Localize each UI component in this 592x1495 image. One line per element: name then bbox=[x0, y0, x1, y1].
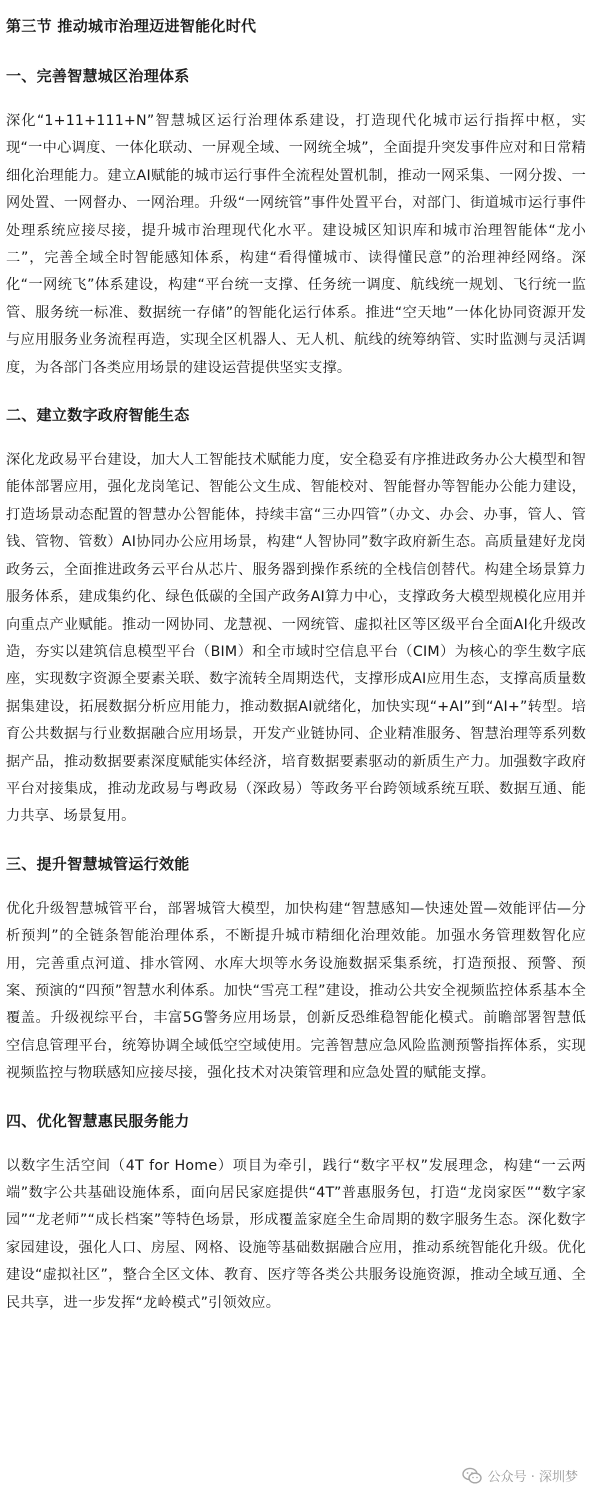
section-paragraph-3: 优化升级智慧城管平台，部署城管大模型，加快构建“智慧感知—快速处置—效能评估—分析预判”的全链条智能治理体系，不断提升城市精细化治理效能。加强水务管理数智化应用，完善重点河道、排水管网、水库大坝等水务设施数据采集系统，打造预报、预警、预案、预演的“四预”智慧水利体系。加快“雪亮工程”建设，推动公共安全视频监控体系基本全覆盖。升级视综平台，丰富5G警务应用场景，创新反恐维稳智能化模式。前瞻部署智慧低空信息管理平台，统筹协调全域低空空域使用。完善智慧应急风险监测预警指挥体系，实现视频监控与物联感知应接尽接，强化技术对决策管理和应急处置的赋能支撑。 bbox=[6, 900, 586, 1082]
section-heading-3: 三、提升智慧城管运行效能 bbox=[6, 854, 190, 873]
section-heading-1: 一、完善智慧城区治理体系 bbox=[6, 67, 190, 85]
section-paragraph-2: 深化龙政易平台建设，加大人工智能技术赋能力度，安全稳妥有序推进政务办公大模型和智能体部署应用，强化龙岗笔记、智能公文生成、智能校对、智能督办等智能办公能力建设，打造场景动态配置的智慧办公智能体，持续丰富“三办四管”（办文、办会、办事，管人、管钱、管物、管数）AI协同办公应用场景，构建“人智协同”数字政府新生态。高质量建好龙岗政务云，全面推进政务云平台从芯片、服务器到操作系统的全栈信创替代。构建全场景算力服务体系，建成集约化、绿色低碳的全国产政务AI算力中心，支撑政务大模型规模化应用并向重点产业赋能。推动一网协同、龙慧视、一网统管、虚拟社区等区级平台全面AI化升级改造，夯实以建筑信息模型平台（BIM）和全市域时空信息平台（CIM）为核心的孪生数字底座，实现数字资源全要素关联、数字流转全周期迭代，支撑形成AI应用生态，支撑高质量数据集建设，拓展数据分析应用能力，推动数据AI就绪化，加快实现“+AI”到“AI+”转型。培育公共数据与行业数据融合应用场景，开发产业链协同、企业精准服务、智慧治理等系列数据产品，推动数据要素深度赋能实体经济，培育数据要素驱动的新质生产力。加强数字政府平台对接集成，推动龙政易与粤政易（深政易）等政务平台跨领域系统互联、数据互通、能力共享、场景复用。 bbox=[6, 452, 586, 825]
article bbox=[6, 0, 586, 1317]
watermark bbox=[462, 1466, 578, 1485]
chapter-title: 第三节 推动城市治理迈进智能化时代 bbox=[6, 17, 257, 35]
watermark-text: 公众号 · 深圳梦 bbox=[487, 1470, 578, 1485]
wechat-official-account-icon bbox=[462, 1467, 482, 1485]
section-heading-2: 二、建立数字政府智能生态 bbox=[6, 406, 190, 425]
section-paragraph-4: 以数字生活空间（4T for Home）项目为牵引，践行“数字平权”发展理念，构建“一云两端”数字公共基础设施体系，面向居民家庭提供“4T”普惠服务包，打造“龙岗家医”“数字家园”“龙老师”“成长档案”等特色场景，形成覆盖家庭全生命周期的数字服务生态。深化数字家园建设，强化人口、房屋、网格、设施等基础数据融合应用，推动系统智能化升级。优化建设“虚拟社区”，整合全区文体、教育、医疗等各类公共服务设施资源，推动全域互通、全民共享，进一步发挥“龙岭模式”引领效应。 bbox=[6, 1157, 586, 1311]
section-heading-4: 四、优化智慧惠民服务能力 bbox=[6, 1111, 190, 1130]
section-paragraph-1: 深化“1+11+111+N”智慧城区运行治理体系建设，打造现代化城市运行指挥中枢，实现“一中心调度、一体化联动、一屏观全域、一网统全城”，全面提升突发事件应对和日常精细化治理能力。建立AI赋能的城市运行事件全流程处置机制，推动一网采集、一网分拨、一网处置、一网督办、一网治理。升级“一网统管”事件处置平台，对部门、街道城市运行事件处理系统应接尽接，提升城市治理现代化水平。建设城区知识库和城市治理智能体“龙小二”，完善全域全时智能感知体系，构建“看得懂城市、读得懂民意”的治理神经网络。深化“一网统飞”体系建设，构建“平台统一支撑、任务统一调度、航线统一规划、飞行统一监管、服务统一标准、数据统一存储”的智能化运行体系。推进“空天地”一体化协同资源开发与应用服务业务流程再造，实现全区机器人、无人机、航线的统筹纳管、实时监测与灵活调度，为各部门各类应用场景的建设运营提供坚实支撑。 bbox=[6, 113, 586, 376]
